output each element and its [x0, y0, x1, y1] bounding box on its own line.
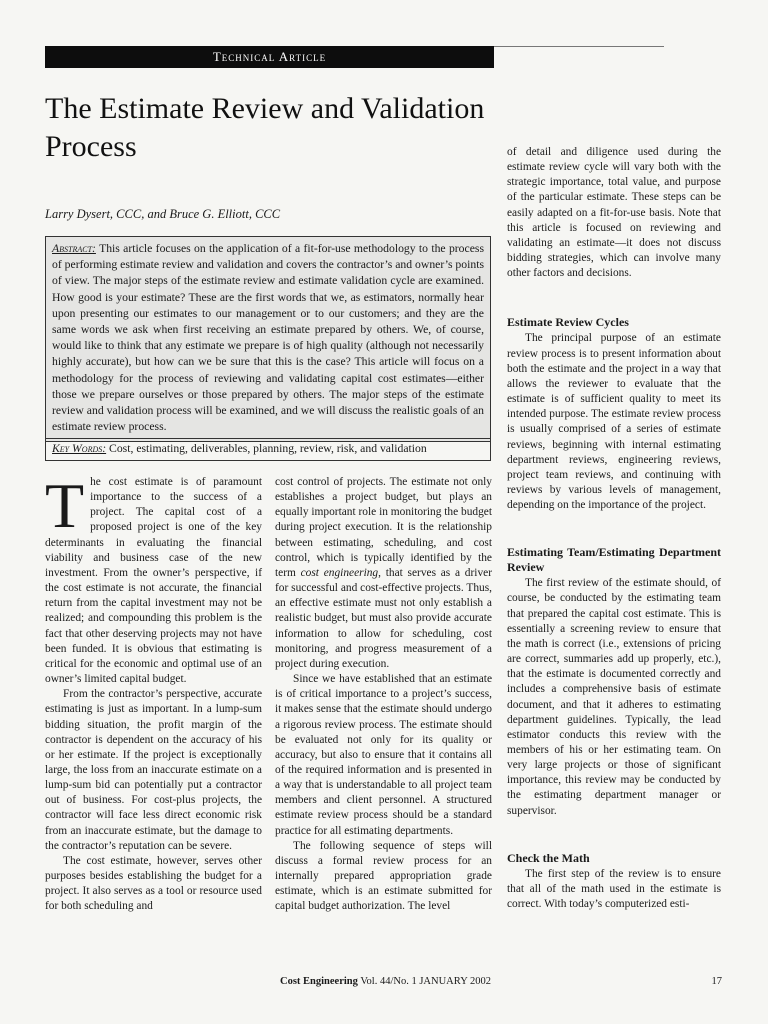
body-column-1	[45, 470, 262, 915]
paragraph: The following sequence of steps will discuss a formal review process for an internally prepared appropriation grade estimate, which is an estimate submitted for capital budget authorization. The level	[275, 839, 492, 913]
paragraph-text: cost control of projects. The estimate not only establishes a project budget, but plays an equally important role in monitoring the budget during project execution. It is the relationship between estimating, scheduling, and cost control, which is typically identified by the term	[275, 476, 493, 579]
abstract-label: Abstract:	[52, 242, 96, 255]
page-footer	[280, 976, 722, 987]
paragraph	[45, 470, 262, 687]
emphasis-term: cost engineering	[300, 566, 379, 579]
drop-cap: T	[45, 470, 85, 541]
section-banner: Technical Article	[45, 46, 494, 68]
abstract-text: This article focuses on the application of a fit-for-use methodology to the process of performing estimate review and validation and covers the contractor’s and owner’s points of view. The major steps of the estimate review and estimate validation cycle are examined. How good is your estimate? These are the first words that we, as estimators, normally hear upon presenting our estimates to our management or to our customers; and they are the same words we ask when first receiving an estimate prepared by others. We, of course, would like to think that any estimate we prepare is of high quality (although not necessarily highly accurate), but how can we be sure that this is the case? This article will focus on a methodology for the process of reviewing and validating capital cost estimates—either those we prepare ourselves or those prepared by others. The major steps of the estimate review and validation process will be examined, and we will discuss the realistic goals of an estimate review process.	[52, 242, 484, 434]
section-heading: Estimating Team/Estimating Department Review	[507, 545, 721, 575]
paragraph-text: , that serves as a driver for successful and cost-effective projects. Thus, an effective estimate must not only establish a realistic budget, but must also provide accurate information to allow for scheduling, cost monitoring, and progress measurement of a project during execution.	[275, 566, 492, 670]
authors: Larry Dysert, CCC, and Bruce G. Elliott, CCC	[45, 207, 281, 221]
keywords-label: Key Words:	[52, 442, 107, 455]
page-number: 17	[711, 976, 722, 987]
body-column-3	[507, 145, 721, 912]
keywords-box	[45, 438, 491, 461]
paragraph	[275, 475, 492, 672]
journal-name: Cost Engineering	[280, 976, 358, 987]
abstract-box	[45, 236, 491, 442]
paragraph: The principal purpose of an estimate review process is to present information about both the estimate and the project in a way that allows the reviewer to evaluate that the estimate is of sufficient quality to meet its intended purpose. The estimate review process is usually comprised of a series of estimate reviews, beginning with internal estimating department reviews, engineering reviews, project team reviews, and continuing with reviews by various levels of management, depending on the importance of the project.	[507, 332, 721, 512]
paragraph: of detail and diligence used during the estimate review cycle will vary both with the strategic importance, total value, and purpose of the particular estimate. These steps can be easily adapted on a fit-for-use basis. Note that this article is focused on reviewing and validating an estimate—it does not discuss bidding strategies, which can involve many other factors and decisions.	[507, 146, 721, 280]
paragraph: Since we have established that an estimate is of critical importance to a project’s success, it makes sense that the estimate should undergo a rigorous review process. The estimate should be evaluated not only for its quality or accuracy, but also to ensure that it contains all of the required information and is presented in a way that is understandable to all project team members and client personnel. A structured estimate review process should be a standard practice for all estimating departments.	[275, 673, 492, 837]
article-title: The Estimate Review and Validation Process	[45, 92, 485, 163]
section-heading: Check the Math	[507, 850, 590, 865]
paragraph-text: he cost estimate is of paramount importance to the success of a project. The capital cost of a proposed project is one of the key determinants in evaluating the financial viability and business case of the new investment. From the owner’s perspective, if the cost estimate is not accurate, the financial return from the capital investment may not be realized; and compounding this problem is the fact that other deserving projects may not have been funded. It is obvious that estimating is critical for the economic and optimal use of an owner’s limited capital budget.	[45, 476, 262, 686]
paragraph: From the contractor’s perspective, accurate estimating is just as important. In a lump-sum bidding situation, the profit margin of the contractor is dependent on the accuracy of his or her estimate. If the project is exceptionally large, the loss from an inaccurate estimate on a lump-sum bid can potentially put a contractor out of business. For cost-plus projects, the contractor will face less direct economic risk from an inaccurate estimate, but the damage to the contractor’s reputation can be severe.	[45, 688, 262, 852]
paragraph: The first step of the review is to ensure that all of the math used in the estimate is correct. With today’s computerized esti-	[507, 867, 721, 911]
paragraph: The cost estimate, however, serves other purposes besides establishing the budget for a project. It also serves as a tool or resource used for both scheduling and	[45, 854, 262, 913]
issue-info: Vol. 44/No. 1 JANUARY 2002	[360, 976, 492, 987]
section-heading: Estimate Review Cycles	[507, 315, 629, 330]
keywords-text: Cost, estimating, deliverables, planning, review, risk, and validation	[109, 442, 427, 455]
paragraph: The first review of the estimate should, of course, be conducted by the estimating team that prepared the capital cost estimate. This is essentially a screening review to ensure that the math is correct (i.e., extensions of pricing are correct, summaries add up properly, etc.), that the estimate is documented correctly and includes a comprehensive basis of estimate document, and that it adheres to estimating department guidelines. Typically, the lead estimator conducts this review with the members of his or her estimating team. On very large projects or those of significant importance, this review may be conducted by the estimating department manager or supervisor.	[507, 577, 721, 817]
body-column-2	[275, 475, 492, 915]
header-rule	[494, 46, 664, 47]
